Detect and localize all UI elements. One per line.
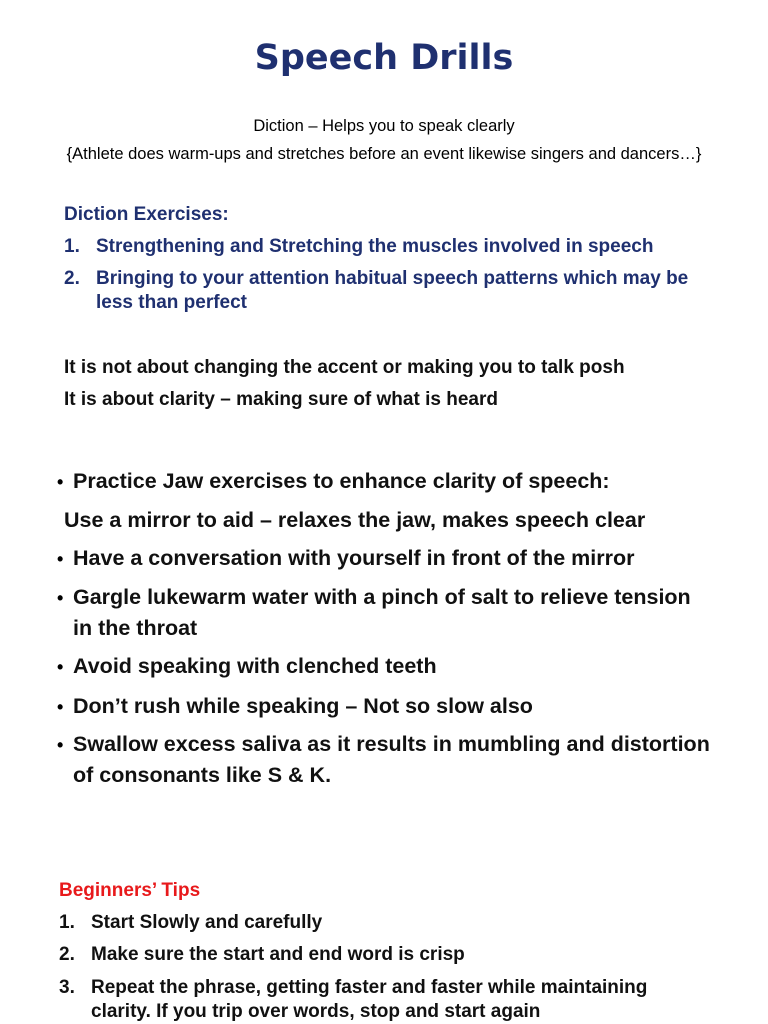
bullet-item: Swallow excess saliva as it results in mumbling and distortion [73,732,710,756]
diction-item-text: Strengthening and Stretching the muscles involved in speech [96,236,654,257]
bullet-item: Have a conversation with yourself in front of the mirror [73,546,635,570]
bullet-dot-icon: • [57,657,64,677]
statement: It is not about changing the accent or making you to talk posh [64,357,625,378]
intro-line-2: {Athlete does warm-ups and stretches before an event likewise singers and dancers…} [66,145,702,163]
bullet-subline: Use a mirror to aid – relaxes the jaw, makes speech clear [64,508,646,532]
bullet-dot-icon: • [57,549,64,569]
page-title: Speech Drills [254,38,514,78]
bullet-dot-icon: • [57,735,64,755]
bullet-dot-icon: • [57,472,64,492]
tip-item-text: Start Slowly and carefully [91,912,323,933]
bullet-item: Don’t rush while speaking – Not so slow also [73,694,533,718]
diction-item-text: less than perfect [96,292,247,313]
bullet-dot-icon: • [57,588,64,608]
tip-item-text: Make sure the start and end word is crisp [91,944,465,965]
bullet-dot-icon: • [57,697,64,717]
beginners-tips-heading: Beginners’ Tips [59,880,201,901]
bullet-item: Avoid speaking with clenched teeth [73,654,437,678]
bullet-item-continuation: in the throat [73,616,198,640]
bullet-item: Gargle lukewarm water with a pinch of salt to relieve tension [73,585,691,609]
tip-item-number: 2. [59,944,75,965]
statement: It is about clarity – making sure of what is heard [64,389,498,410]
intro-line-1: Diction – Helps you to speak clearly [253,117,515,135]
tip-item-number: 3. [59,977,75,998]
tip-item-number: 1. [59,912,75,933]
bullet-item-continuation: of consonants like S & K. [73,763,332,787]
tip-item-text: clarity. If you trip over words, stop and start again [91,1001,541,1022]
diction-heading: Diction Exercises: [64,204,229,225]
diction-item-text: Bringing to your attention habitual speech patterns which may be [96,268,689,289]
tip-item-text: Repeat the phrase, getting faster and faster while maintaining [91,977,648,998]
diction-item-number: 2. [64,268,80,289]
bullet-item: Practice Jaw exercises to enhance clarity of speech: [73,469,610,493]
diction-item-number: 1. [64,236,80,257]
